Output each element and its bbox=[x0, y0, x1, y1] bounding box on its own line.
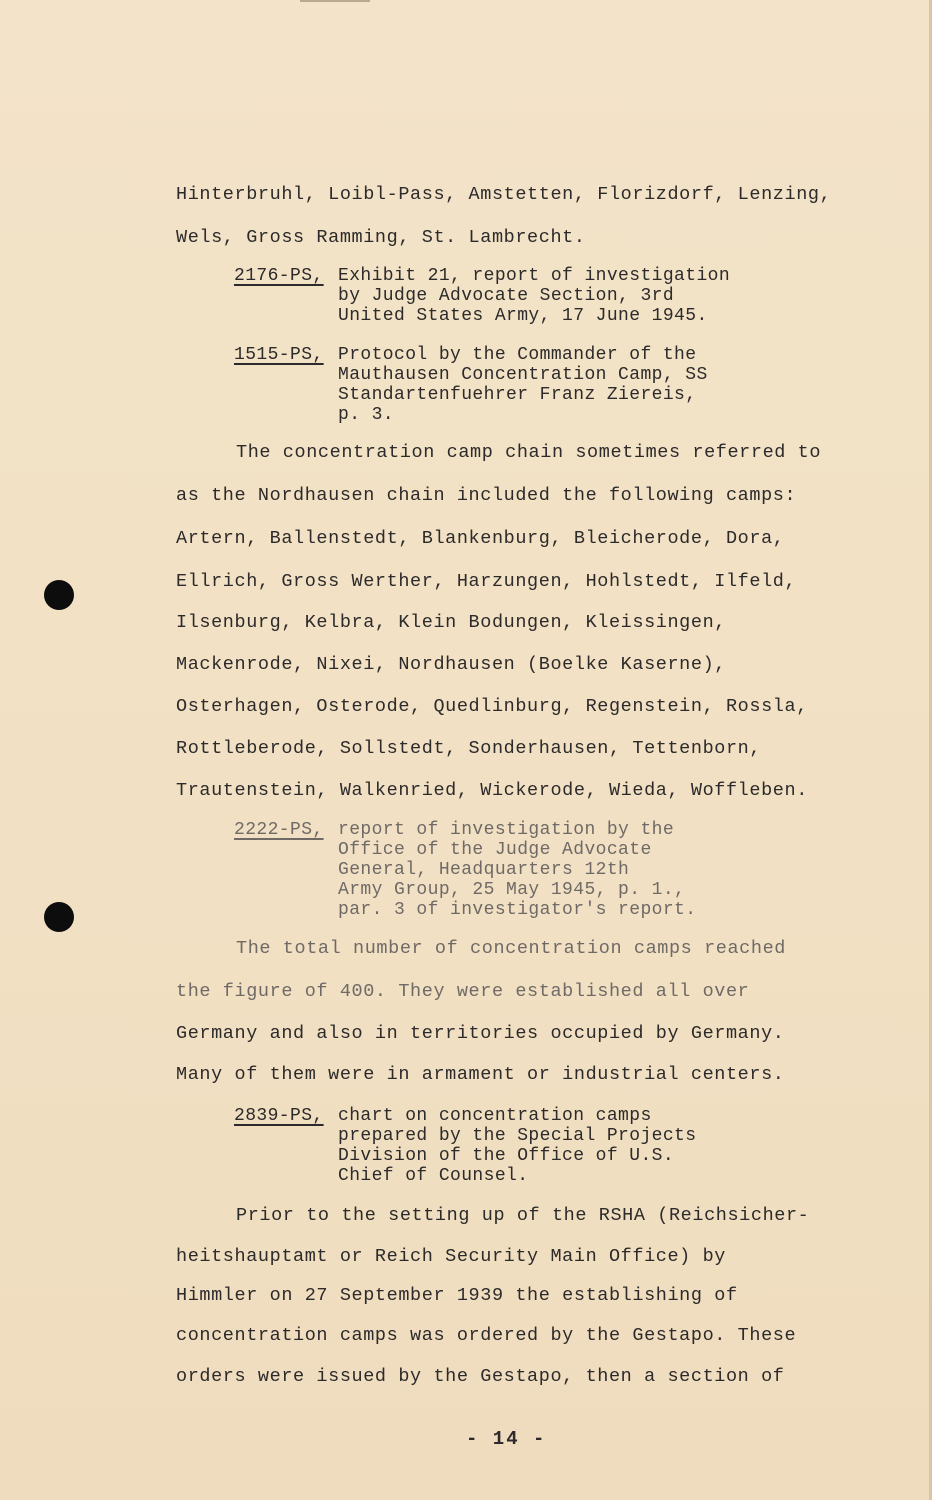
citation bbox=[234, 1106, 652, 1126]
text-line: Ellrich, Gross Werther, Harzungen, Hohlstedt, Ilfeld, bbox=[176, 571, 797, 592]
citation-line: Office of the Judge Advocate bbox=[338, 840, 652, 860]
citation bbox=[234, 266, 730, 286]
citation-line: prepared by the Special Projects bbox=[338, 1126, 697, 1146]
page-number: - 14 - bbox=[466, 1428, 547, 1450]
citation bbox=[234, 345, 696, 365]
citation-ref: 2839-PS, bbox=[234, 1106, 324, 1126]
text-line: Germany and also in territories occupied by Germany. bbox=[176, 1023, 785, 1044]
citation-line: Chief of Counsel. bbox=[338, 1166, 529, 1186]
text-line: Trautenstein, Walkenried, Wickerode, Wieda, Woffleben. bbox=[176, 780, 808, 801]
text-line: The concentration camp chain sometimes referred to bbox=[236, 442, 822, 463]
citation-ref: 2222-PS, bbox=[234, 820, 324, 840]
text-line: orders were issued by the Gestapo, then a section of bbox=[176, 1366, 785, 1387]
citation-line: p. 3. bbox=[338, 405, 395, 425]
text-line: Ilsenburg, Kelbra, Klein Bodungen, Kleissingen, bbox=[176, 612, 726, 633]
citation-line: Army Group, 25 May 1945, p. 1., bbox=[338, 880, 686, 900]
text-line: Rottleberode, Sollstedt, Sonderhausen, Tettenborn, bbox=[176, 738, 762, 759]
citation-line: Standartenfuehrer Franz Ziereis, bbox=[338, 385, 697, 405]
citation bbox=[234, 820, 674, 840]
citation-line: chart on concentration camps bbox=[338, 1106, 652, 1126]
text-line: Wels, Gross Ramming, St. Lambrecht. bbox=[176, 227, 586, 248]
text-line: Osterhagen, Osterode, Quedlinburg, Regenstein, Rossla, bbox=[176, 696, 808, 717]
citation-line: Mauthausen Concentration Camp, SS bbox=[338, 365, 708, 385]
citation-line: report of investigation by the bbox=[338, 820, 675, 840]
citation-line: United States Army, 17 June 1945. bbox=[338, 306, 708, 326]
citation-line: par. 3 of investigator's report. bbox=[338, 900, 697, 920]
text-line: as the Nordhausen chain included the following camps: bbox=[176, 485, 797, 506]
text-line: Many of them were in armament or industrial centers. bbox=[176, 1064, 785, 1085]
citation-line: Division of the Office of U.S. bbox=[338, 1146, 675, 1166]
citation-ref: 2176-PS, bbox=[234, 266, 324, 286]
top-edge-mark bbox=[300, 0, 370, 2]
text-line: heitshauptamt or Reich Security Main Office) by bbox=[176, 1246, 726, 1267]
citation-line: General, Headquarters 12th bbox=[338, 860, 630, 880]
text-line: Hinterbruhl, Loibl-Pass, Amstetten, Florizdorf, Lenzing, bbox=[176, 184, 832, 205]
text-line: Himmler on 27 September 1939 the establishing of bbox=[176, 1285, 738, 1306]
punch-hole-icon bbox=[44, 902, 74, 932]
text-line: Mackenrode, Nixei, Nordhausen (Boelke Kaserne), bbox=[176, 654, 726, 675]
text-line: Artern, Ballenstedt, Blankenburg, Bleicherode, Dora, bbox=[176, 528, 785, 549]
punch-hole-icon bbox=[44, 580, 74, 610]
text-line: The total number of concentration camps reached bbox=[236, 938, 786, 959]
citation-line: by Judge Advocate Section, 3rd bbox=[338, 286, 675, 306]
text-line: Prior to the setting up of the RSHA (Reichsicher- bbox=[236, 1205, 810, 1226]
citation-ref: 1515-PS, bbox=[234, 345, 324, 365]
citation-line: Protocol by the Commander of the bbox=[338, 345, 697, 365]
text-line: concentration camps was ordered by the Gestapo. These bbox=[176, 1325, 797, 1346]
citation-line: Exhibit 21, report of investigation bbox=[338, 266, 731, 286]
text-line: the figure of 400. They were established all over bbox=[176, 981, 750, 1002]
